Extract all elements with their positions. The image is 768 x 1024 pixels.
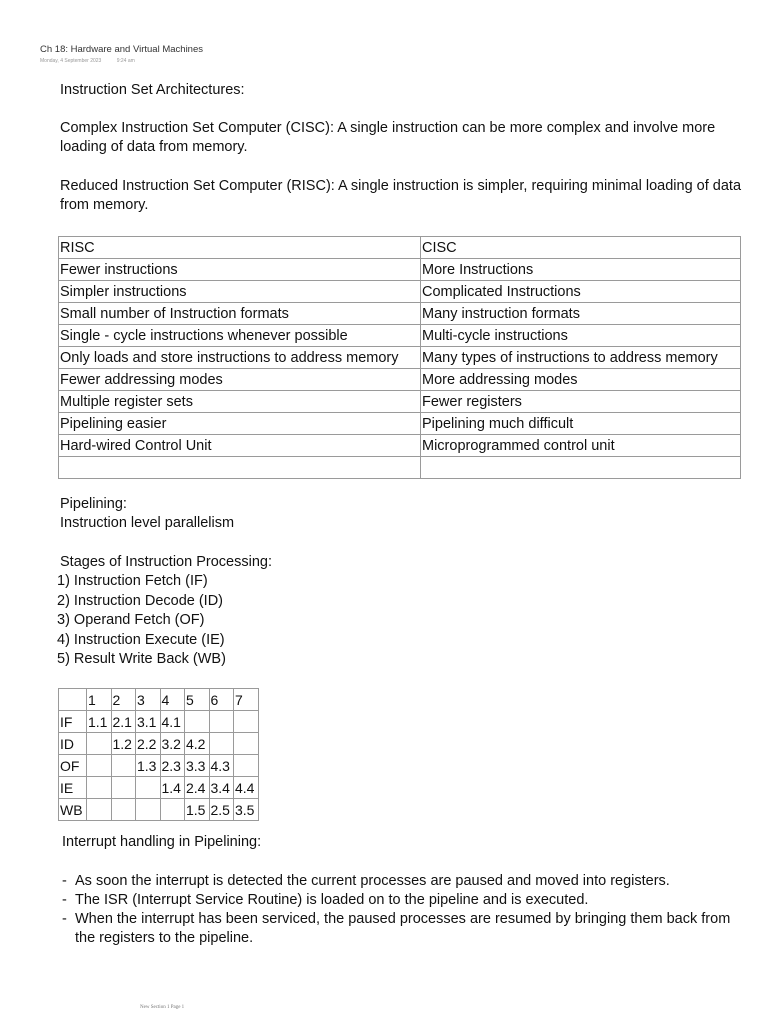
- table-cell: [136, 799, 161, 821]
- list-item: 4) Instruction Execute (IE): [57, 631, 225, 648]
- cisc-cell: [421, 457, 741, 479]
- table-cell: 3.3: [185, 755, 210, 777]
- table-cell: 3.4: [209, 777, 234, 799]
- risc-cell: Multiple register sets: [59, 391, 421, 413]
- table-cell: 4.3: [209, 755, 234, 777]
- table-cell: 1.4: [160, 777, 185, 799]
- list-item: 1) Instruction Fetch (IF): [57, 573, 208, 589]
- stages-heading: Stages of Instruction Processing:: [60, 554, 272, 570]
- table-row: [59, 259, 741, 281]
- table-row: [59, 711, 259, 733]
- stage-label-cell: WB: [59, 799, 87, 821]
- table-cell: 3.1: [136, 711, 161, 733]
- cisc-cell: Fewer registers: [421, 391, 741, 413]
- isa-heading: Instruction Set Architectures:: [60, 82, 245, 98]
- stage-label-cell: IE: [59, 777, 87, 799]
- stage-label-cell: IF: [59, 711, 87, 733]
- table-row: [59, 325, 741, 347]
- stage-label-cell: OF: [59, 755, 87, 777]
- table-cell: 2.3: [160, 755, 185, 777]
- table-row: [59, 303, 741, 325]
- list-item: 2) Instruction Decode (ID): [57, 592, 224, 609]
- table-cell: 2.2: [136, 733, 161, 755]
- table-row: [59, 369, 741, 391]
- stage-label-cell: ID: [59, 733, 87, 755]
- cisc-cell: More addressing modes: [421, 369, 741, 391]
- list-item: [62, 910, 752, 948]
- pipelining-heading: Pipelining:: [60, 496, 127, 512]
- table-cell: 3: [136, 689, 161, 711]
- table-cell: [136, 777, 161, 799]
- table-cell: 4.2: [185, 733, 210, 755]
- table-row: [59, 777, 259, 799]
- table-cell: 1.5: [185, 799, 210, 821]
- table-cell: [234, 755, 259, 777]
- table-cell: [87, 799, 112, 821]
- table-cell: [111, 799, 136, 821]
- table-row: [59, 413, 741, 435]
- bullet-text: As soon the interrupt is detected the current processes are paused and moved into registers.: [75, 873, 670, 889]
- cisc-cell: More Instructions: [421, 259, 741, 281]
- interrupt-heading: Interrupt handling in Pipelining:: [62, 834, 262, 850]
- bullet-dash: -: [62, 911, 67, 927]
- table-cell: 5: [185, 689, 210, 711]
- table-cell: [185, 711, 210, 733]
- stage-label-cell: [59, 689, 87, 711]
- page-timestamp: [40, 58, 149, 64]
- table-cell: 2.4: [185, 777, 210, 799]
- bullet-dash: -: [62, 892, 67, 908]
- cisc-definition: Complex Instruction Set Computer (CISC): A single instruction can be more complex and involve more loading of data from memory.: [60, 120, 716, 155]
- risc-cisc-comparison-table: [58, 236, 741, 479]
- table-cell: 3.2: [160, 733, 185, 755]
- risc-cell: Simpler instructions: [59, 281, 421, 303]
- risc-cell: [59, 457, 421, 479]
- table-row: [59, 435, 741, 457]
- bullet-text: The ISR (Interrupt Service Routine) is loaded on to the pipeline and is executed.: [75, 892, 589, 908]
- table-cell: [111, 777, 136, 799]
- page-time: 9:24 am: [116, 58, 135, 64]
- cisc-cell: Pipelining much difficult: [421, 413, 741, 435]
- cisc-cell: Many instruction formats: [421, 303, 741, 325]
- table-cell: 1.1: [87, 711, 112, 733]
- table-row: [59, 755, 259, 777]
- table-cell: [209, 711, 234, 733]
- table-cell: [234, 733, 259, 755]
- cisc-cell: Many types of instructions to address memory: [421, 347, 741, 369]
- page-footer: New Section 1 Page 1: [140, 1005, 185, 1010]
- risc-cell: Only loads and store instructions to address memory: [59, 347, 421, 369]
- table-row: [59, 799, 259, 821]
- table-header-row: [59, 689, 259, 711]
- table-cell: 1: [87, 689, 112, 711]
- pipelining-subheading: Instruction level parallelism: [60, 515, 235, 531]
- risc-cell: Fewer addressing modes: [59, 369, 421, 391]
- risc-cell: Hard-wired Control Unit: [59, 435, 421, 457]
- table-cell: 7: [234, 689, 259, 711]
- table-cell: [234, 711, 259, 733]
- risc-cell: Single - cycle instructions whenever possible: [59, 325, 421, 347]
- table-row: [59, 347, 741, 369]
- cisc-cell: Complicated Instructions: [421, 281, 741, 303]
- table-cell: 4: [160, 689, 185, 711]
- stages-list: [57, 572, 226, 670]
- table-cell: [87, 777, 112, 799]
- list-item: 3) Operand Fetch (OF): [57, 612, 205, 628]
- table-cell: [209, 733, 234, 755]
- table-cell: 2: [111, 689, 136, 711]
- cisc-cell: Multi-cycle instructions: [421, 325, 741, 347]
- risc-cell: Pipelining easier: [59, 413, 421, 435]
- interrupt-bullet-list: [62, 872, 752, 948]
- cisc-cell: CISC: [421, 237, 741, 259]
- table-cell: 2.5: [209, 799, 234, 821]
- risc-cell: Fewer instructions: [59, 259, 421, 281]
- table-header-row: [59, 237, 741, 259]
- table-cell: [111, 755, 136, 777]
- list-item: 5) Result Write Back (WB): [57, 651, 226, 667]
- table-cell: 1.3: [136, 755, 161, 777]
- table-row: [59, 457, 741, 479]
- bullet-text: When the interrupt has been serviced, the paused processes are resumed by bringing them back from the registers to the pipeline.: [75, 911, 731, 946]
- page-title: Ch 18: Hardware and Virtual Machines: [40, 44, 203, 55]
- page-date: Monday, 4 September 2023: [40, 58, 102, 64]
- table-cell: [160, 799, 185, 821]
- risc-cell: RISC: [59, 237, 421, 259]
- table-cell: 1.2: [111, 733, 136, 755]
- table-row: [59, 391, 741, 413]
- bullet-dash: -: [62, 873, 67, 889]
- table-cell: 6: [209, 689, 234, 711]
- list-item: [62, 872, 752, 891]
- table-cell: [87, 733, 112, 755]
- risc-cell: Small number of Instruction formats: [59, 303, 421, 325]
- table-cell: 3.5: [234, 799, 259, 821]
- table-cell: 2.1: [111, 711, 136, 733]
- table-row: [59, 281, 741, 303]
- table-cell: 4.4: [234, 777, 259, 799]
- table-cell: [87, 755, 112, 777]
- pipeline-stage-table: [58, 688, 259, 821]
- cisc-cell: Microprogrammed control unit: [421, 435, 741, 457]
- risc-definition: Reduced Instruction Set Computer (RISC): A single instruction is simpler, requiring minimal loading of data from memory.: [60, 178, 742, 213]
- table-cell: 4.1: [160, 711, 185, 733]
- table-row: [59, 733, 259, 755]
- list-item: [62, 891, 752, 910]
